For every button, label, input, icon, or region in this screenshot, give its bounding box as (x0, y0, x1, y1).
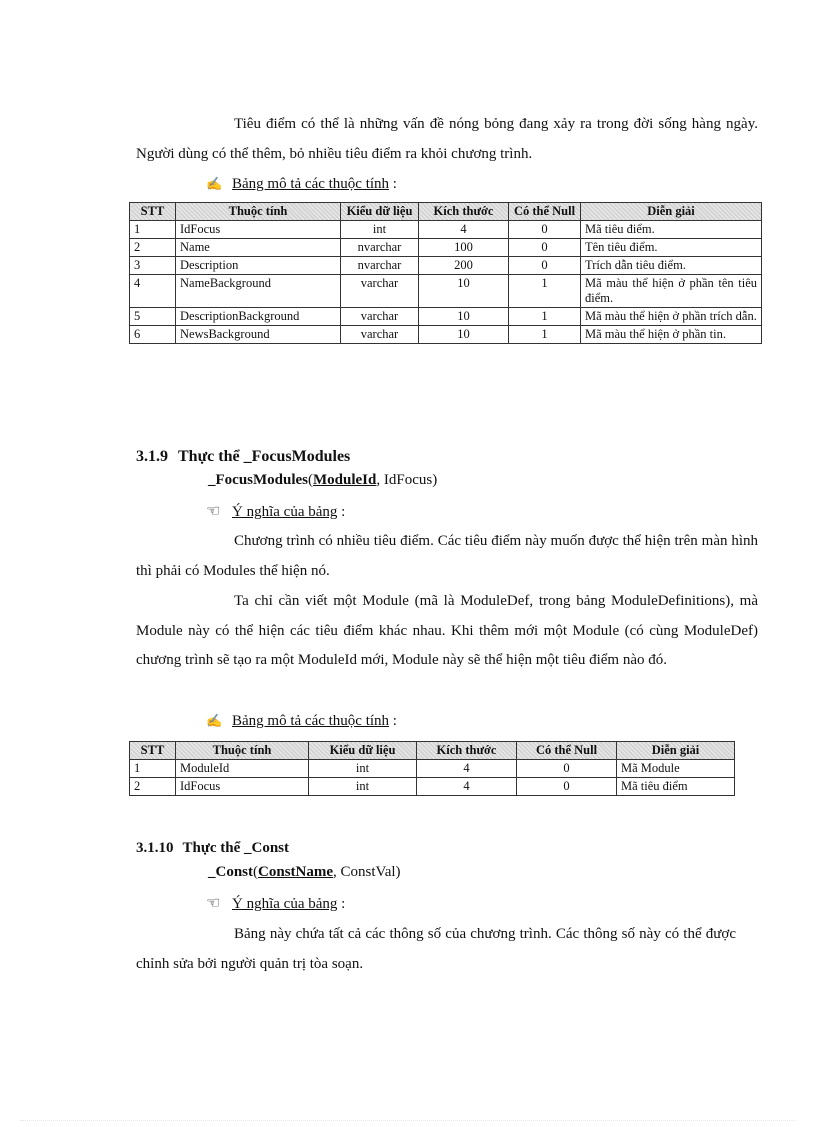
cell-nullable: 0 (509, 221, 581, 239)
entity-name: _FocusModules (208, 472, 309, 488)
cell-size: 4 (419, 221, 509, 239)
header-datatype: Kiểu dữ liệu (341, 203, 419, 221)
section-number: 3.1.10 (136, 840, 174, 856)
cell-datatype: int (309, 778, 417, 796)
cell-datatype: nvarchar (341, 257, 419, 275)
entity-fields: , ConstVal) (333, 864, 401, 880)
section-number: 3.1.9 (136, 448, 168, 465)
primary-key: ConstName (258, 864, 334, 880)
header-size: Kích thước (419, 203, 509, 221)
focusmodules-attributes-table (129, 741, 735, 796)
cell-nullable: 0 (517, 760, 617, 778)
table-row (130, 221, 762, 239)
cell-stt: 2 (130, 778, 176, 796)
table-row (130, 326, 762, 344)
cell-size: 10 (419, 326, 509, 344)
cell-stt: 4 (130, 275, 176, 308)
pointing-hand-icon: ☜ (206, 503, 221, 520)
cell-nullable: 0 (517, 778, 617, 796)
cell-stt: 6 (130, 326, 176, 344)
table-header-row (130, 742, 735, 760)
cell-description: Mã tiêu điểm (617, 778, 735, 796)
cell-description: Trích dẫn tiêu điểm. (581, 257, 762, 275)
focus-table-caption: ✍ Bảng mô tả các thuộc tính : (206, 176, 397, 192)
cell-attribute: IdFocus (176, 778, 309, 796)
cell-stt: 1 (130, 760, 176, 778)
meaning-label-const: ☜ Ý nghĩa của bảng : (206, 895, 346, 912)
header-nullable: Có thể Null (517, 742, 617, 760)
header-description: Diễn giải (617, 742, 735, 760)
entity-definition-const: _Const(ConstName, ConstVal) (208, 864, 401, 880)
paragraph-text: Ta chỉ cần viết một Module (mã là ModuleDef, trong bảng ModuleDefinitions), mà Module này có thể hiện các tiêu điểm khác nhau. Khi thêm mới một Module (có cùng ModuleDef) chương trình sẽ tạo ra một ModuleId mới, Module này sẽ thể hiện một tiêu điểm nào đó. (136, 593, 758, 668)
cell-datatype: int (309, 760, 417, 778)
focus-table-caption-text: Bảng mô tả các thuộc tính (232, 176, 390, 192)
header-attribute: Thuộc tính (176, 203, 341, 221)
intro-paragraph (136, 110, 758, 169)
table-row (130, 778, 735, 796)
header-nullable: Có thể Null (509, 203, 581, 221)
const-paragraph-1 (136, 920, 736, 979)
section-title: Thực thể _FocusModules (178, 448, 351, 465)
intro-paragraph-text: Tiêu điểm có thể là những vấn đề nóng bỏng đang xảy ra trong đời sống hàng ngày. Người dùng có thể thêm, bỏ nhiều tiêu điểm ra khỏi chương trình. (136, 116, 758, 162)
table-row (130, 257, 762, 275)
cell-attribute: DescriptionBackground (176, 308, 341, 326)
cell-description: Mã Module (617, 760, 735, 778)
section-heading-3-1-9 (136, 448, 350, 466)
focusmodules-paragraph-2 (136, 587, 758, 676)
cell-nullable: 0 (509, 239, 581, 257)
cell-size: 200 (419, 257, 509, 275)
cell-size: 100 (419, 239, 509, 257)
table-row (130, 308, 762, 326)
cell-datatype: varchar (341, 275, 419, 308)
cell-size: 10 (419, 275, 509, 308)
cell-description: Mã màu thể hiện ở phần tên tiêu điểm. (581, 275, 762, 308)
section-title: Thực thể _Const (182, 840, 290, 856)
header-description: Diễn giải (581, 203, 762, 221)
cell-datatype: int (341, 221, 419, 239)
entity-definition-focusmodules: _FocusModules(ModuleId, IdFocus) (208, 472, 438, 488)
table-header-row (130, 203, 762, 221)
cell-nullable: 1 (509, 326, 581, 344)
cell-datatype: varchar (341, 326, 419, 344)
table-row (130, 275, 762, 308)
cell-attribute: ModuleId (176, 760, 309, 778)
cell-datatype: varchar (341, 308, 419, 326)
cell-size: 4 (417, 760, 517, 778)
table-row (130, 760, 735, 778)
header-datatype: Kiểu dữ liệu (309, 742, 417, 760)
cell-attribute: NewsBackground (176, 326, 341, 344)
cell-stt: 3 (130, 257, 176, 275)
page-bottom-divider (20, 1120, 796, 1121)
cell-attribute: Description (176, 257, 341, 275)
cell-stt: 2 (130, 239, 176, 257)
focusmodules-paragraph-1 (136, 527, 758, 586)
cell-stt: 1 (130, 221, 176, 239)
paragraph-text: Chương trình có nhiều tiêu điểm. Các tiêu điểm này muốn được thể hiện trên màn hình thì phải có Modules thể hiện nó. (136, 533, 758, 579)
focus-attributes-table (129, 202, 762, 344)
meaning-label-text: Ý nghĩa của bảng (232, 896, 338, 912)
cell-nullable: 1 (509, 308, 581, 326)
cell-attribute: NameBackground (176, 275, 341, 308)
cell-datatype: nvarchar (341, 239, 419, 257)
cell-size: 10 (419, 308, 509, 326)
header-stt: STT (130, 203, 176, 221)
paragraph-text: Bảng này chứa tất cả các thông số của chương trình. Các thông số này có thể được chỉnh sửa bởi người quản trị tòa soạn. (136, 926, 736, 972)
focusmodules-table-caption: ✍ Bảng mô tả các thuộc tính : (206, 713, 397, 729)
cell-size: 4 (417, 778, 517, 796)
header-attribute: Thuộc tính (176, 742, 309, 760)
pointing-hand-icon: ☜ (206, 895, 221, 912)
cell-nullable: 0 (509, 257, 581, 275)
section-heading-3-1-10 (136, 840, 289, 857)
cell-attribute: IdFocus (176, 221, 341, 239)
cell-description: Mã tiêu điểm. (581, 221, 762, 239)
cell-nullable: 1 (509, 275, 581, 308)
primary-key: ModuleId (313, 472, 377, 488)
cell-attribute: Name (176, 239, 341, 257)
cell-description: Mã màu thể hiện ở phần tin. (581, 326, 762, 344)
header-stt: STT (130, 742, 176, 760)
writing-hand-icon: ✍ (206, 713, 223, 728)
cell-description: Mã màu thể hiện ở phần trích dẫn. (581, 308, 762, 326)
focusmodules-table-caption-text: Bảng mô tả các thuộc tính (232, 713, 390, 729)
header-size: Kích thước (417, 742, 517, 760)
entity-fields: , IdFocus) (376, 472, 438, 488)
writing-hand-icon: ✍ (206, 176, 223, 191)
cell-stt: 5 (130, 308, 176, 326)
meaning-label-text: Ý nghĩa của bảng (232, 504, 338, 520)
entity-name: _Const (208, 864, 254, 880)
table-row (130, 239, 762, 257)
cell-description: Tên tiêu điểm. (581, 239, 762, 257)
meaning-label-focusmodules: ☜ Ý nghĩa của bảng : (206, 503, 346, 520)
